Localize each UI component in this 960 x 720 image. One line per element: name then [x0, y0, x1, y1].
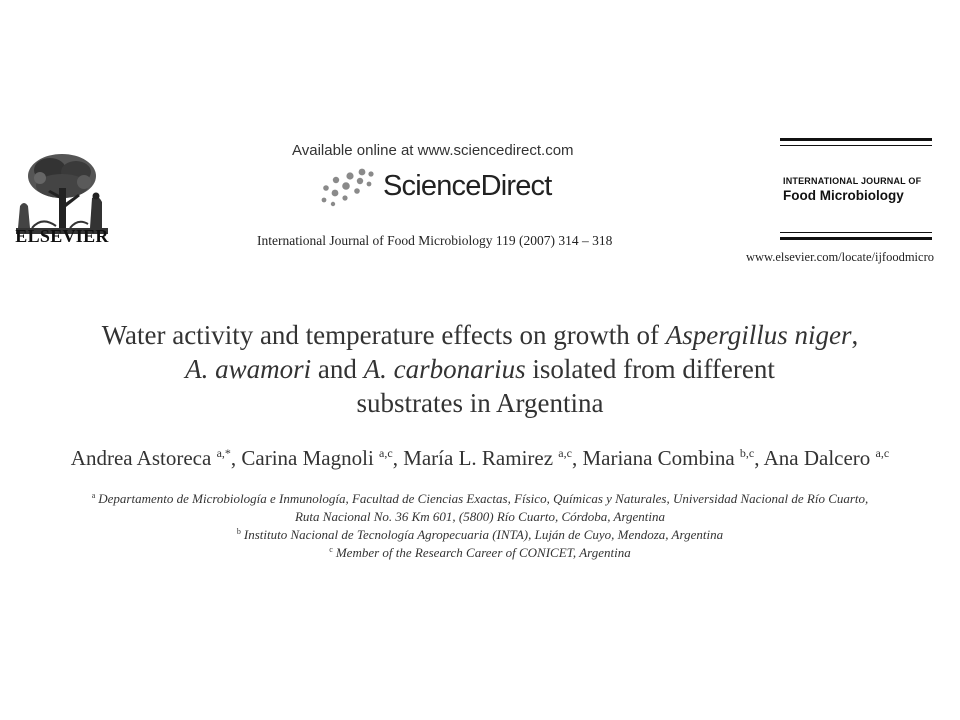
publisher-name: ELSEVIER: [15, 226, 109, 246]
affiliation-c: [20, 544, 940, 562]
title-line2-and: and: [311, 354, 364, 384]
author-separator: ,: [754, 446, 764, 470]
title-line2-rest: isolated from different: [525, 354, 775, 384]
author-affil-mark: b,c: [739, 446, 755, 460]
author-name: Carina Magnoli: [241, 446, 380, 470]
journal-rule-top-1: [780, 138, 932, 141]
affiliation-text: Departamento de Microbiología e Inmunología, Facultad de Ciencias Exactas, Físico, Químicas y Naturales, Universidad Nacional de Río Cuarto,: [98, 491, 869, 506]
author-name: Andrea Astoreca: [70, 446, 217, 470]
journal-url: www.elsevier.com/locate/ijfoodmicro: [745, 250, 934, 264]
journal-citation: International Journal of Food Microbiology 119 (2007) 314 – 318: [257, 233, 613, 248]
affiliation-a: [20, 490, 940, 508]
journal-title-top: INTERNATIONAL JOURNAL OF: [783, 176, 922, 186]
affiliation-b: [20, 526, 940, 544]
title-line1-text: Water activity and temperature effects on growth of: [101, 320, 666, 350]
title-species-awamori: A. awamori: [185, 354, 312, 384]
author-affil-mark: a,c: [875, 446, 890, 460]
journal-title-name: Food Microbiology: [783, 188, 904, 203]
title-species-carbonarius: A. carbonarius: [363, 354, 526, 384]
title-species-niger: Aspergillus niger: [665, 320, 852, 350]
affiliation-mark: c: [329, 544, 333, 554]
author-affil-mark: a,c: [558, 446, 572, 460]
affiliation-text: Instituto Nacional de Tecnología Agropecuaria (INTA), Luján de Cuyo, Mendoza, Argentina: [243, 527, 724, 542]
article-title: [20, 318, 940, 420]
author-affil-mark: a,*: [216, 446, 231, 460]
author-affil-mark: a,c: [379, 446, 393, 460]
available-online-text: Available online at www.sciencedirect.com: [292, 142, 574, 159]
sciencedirect-dots-icon: [318, 166, 378, 210]
title-line3-text: substrates in Argentina: [356, 388, 604, 418]
author-name: Ana Dalcero: [763, 446, 876, 470]
affiliation-mark: a: [91, 490, 96, 500]
affiliation-a-line2: Ruta Nacional No. 36 Km 601, (5800) Río Cuarto, Córdoba, Argentina: [294, 509, 666, 524]
journal-rule-bottom-1: [780, 232, 932, 233]
affiliation-list: [20, 490, 940, 562]
sciencedirect-wordmark: ScienceDirect: [383, 170, 552, 202]
journal-rule-bottom-2: [780, 237, 932, 240]
affiliation-text: Member of the Research Career of CONICET, Argentina: [335, 545, 631, 560]
author-separator: ,: [230, 446, 242, 470]
affiliation-mark: b: [236, 526, 241, 536]
author-name: Mariana Combina: [582, 446, 740, 470]
journal-rule-top-2: [780, 145, 932, 146]
author-separator: ,: [571, 446, 583, 470]
title-line1-comma: ,: [851, 320, 859, 350]
author-separator: ,: [392, 446, 404, 470]
author-name: María L. Ramirez: [403, 446, 559, 470]
author-list: [8, 446, 952, 471]
